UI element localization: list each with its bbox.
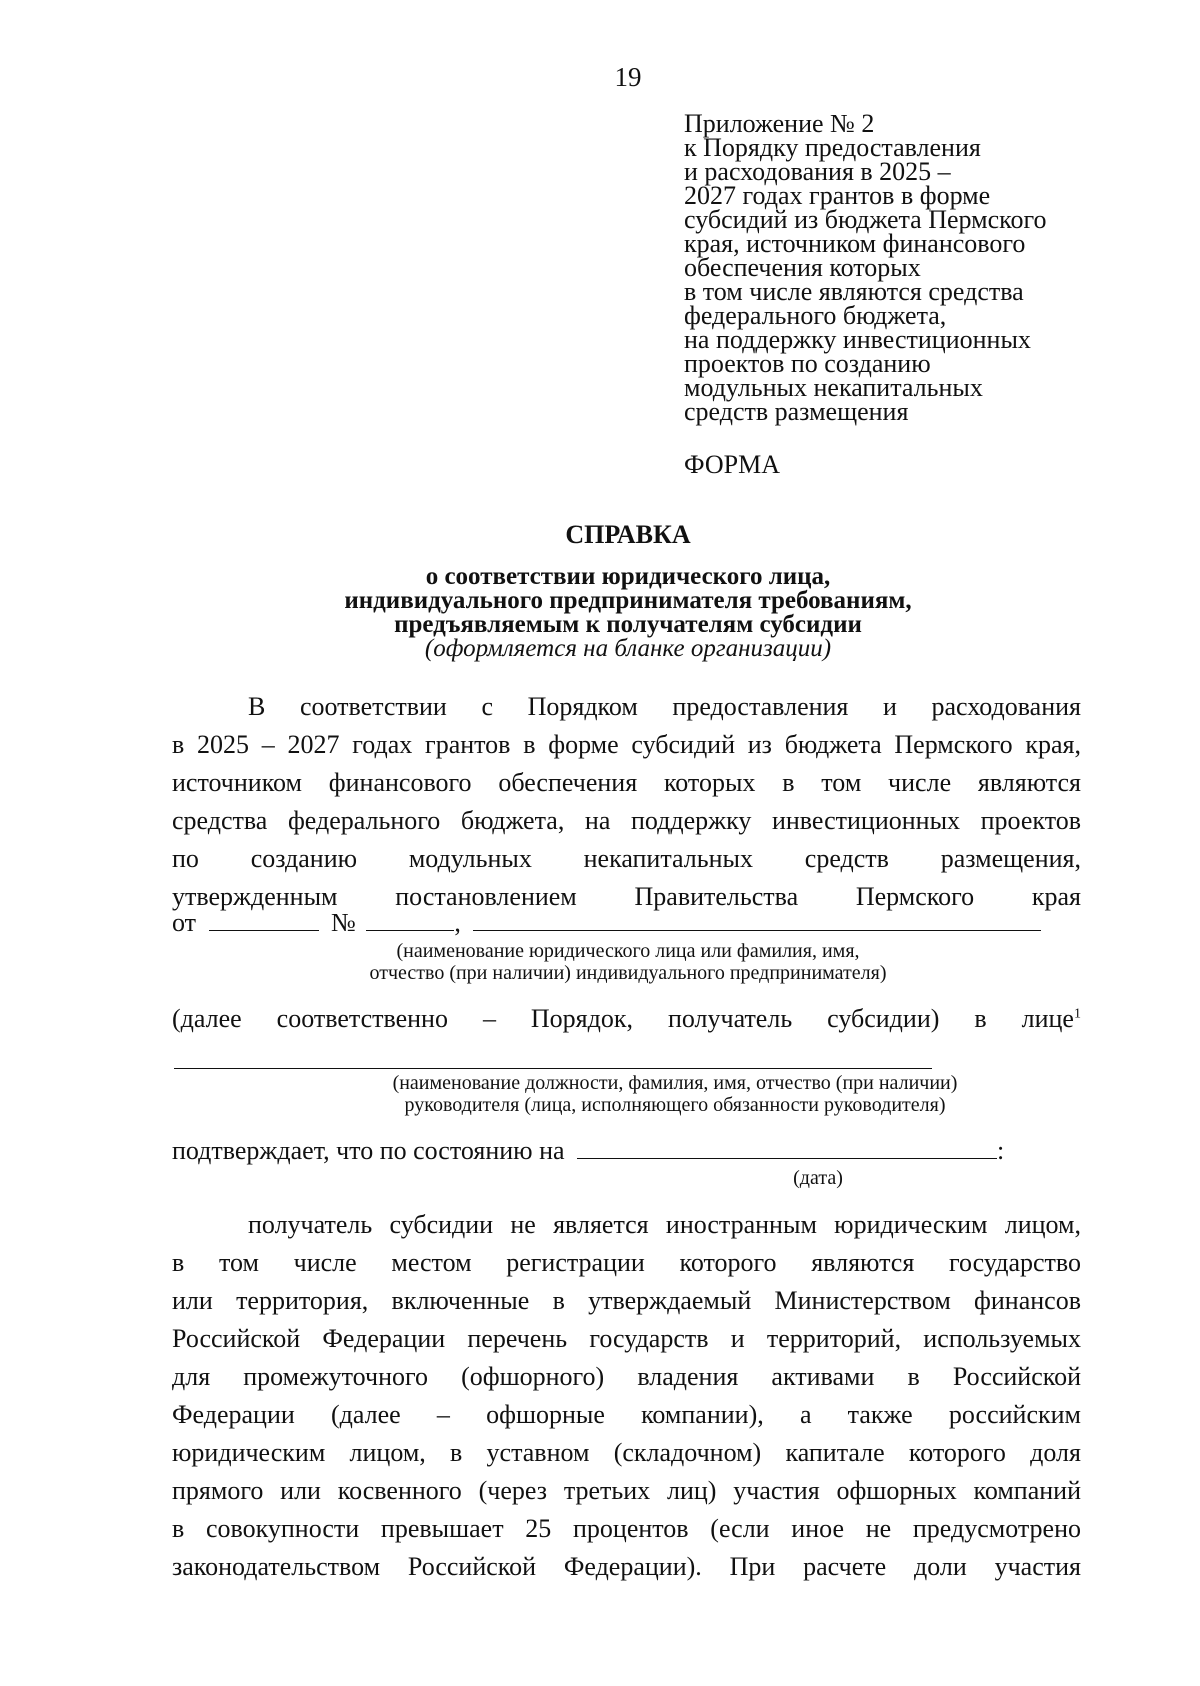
paragraph-line: в том числе местом регистрации которого являются государство: [172, 1248, 1081, 1277]
subtitle-note: (оформляется на бланке организации): [424, 635, 832, 662]
confirms-line: [172, 1136, 1004, 1166]
appendix-line: края, источником финансового: [684, 229, 1026, 258]
head-name-hint: [170, 1072, 1180, 1116]
paragraph-line: получатель субсидии не является иностранным юридическим лицом,: [248, 1210, 1081, 1239]
hereinafter-word: субсидии): [827, 1004, 940, 1033]
footnote-mark: 1: [1073, 1006, 1081, 1022]
paragraph-line: или территория, включенные в утверждаемый Министерством финансов: [172, 1286, 1081, 1315]
document-title: СПРАВКА: [565, 520, 691, 549]
paragraph-line: для промежуточного (офшорного) владения активами в Российской: [172, 1362, 1081, 1391]
head-name-field[interactable]: [174, 1046, 932, 1069]
subtitle-line: о соответствии юридического лица,: [425, 563, 831, 590]
confirms-label: подтверждает, что по состоянию на: [172, 1136, 565, 1165]
hereinafter-line: [172, 1004, 1081, 1034]
decree-number-field[interactable]: [366, 908, 454, 931]
appendix-line: к Порядку предоставления: [684, 133, 981, 162]
paragraph-line: В соответствии с Порядком предоставления и расходования: [248, 692, 1081, 721]
appendix-line: обеспечения которых: [684, 253, 921, 282]
date-field[interactable]: [577, 1136, 997, 1159]
colon: :: [997, 1136, 1005, 1165]
paragraph-line: юридическим лицом, в уставном (складочном) капитале которого доля: [172, 1438, 1081, 1467]
hint-line: (наименование юридического лица или фамилия, имя,: [396, 940, 860, 962]
organization-name-field[interactable]: [473, 908, 1041, 931]
organization-name-hint: [0, 940, 1200, 984]
hereinafter-word: Порядок,: [530, 1004, 633, 1033]
from-label: от: [172, 908, 197, 937]
appendix-line: средств размещения: [684, 397, 909, 426]
hereinafter-word: (далее: [172, 1004, 242, 1033]
hereinafter-word: получатель: [667, 1004, 793, 1033]
appendix-line: федерального бюджета,: [684, 301, 947, 330]
document-subtitle: [0, 565, 1200, 661]
paragraph-line: законодательством Российской Федерации). При расчете доли участия: [172, 1552, 1081, 1581]
page-number: 19: [614, 62, 642, 92]
hint-line: руководителя (лица, исполняющего обязанности руководителя): [404, 1094, 946, 1116]
paragraph-line: в совокупности превышает 25 процентов (если иное не предусмотрено: [172, 1514, 1081, 1543]
paragraph-line: Российской Федерации перечень государств и территорий, используемых: [172, 1324, 1081, 1353]
appendix-line: 2027 годах грантов в форме: [684, 181, 991, 210]
number-label: №: [331, 908, 356, 937]
appendix-line: модульных некапитальных: [684, 373, 983, 402]
hereinafter-word: –: [482, 1004, 496, 1033]
paragraph-line: средства федерального бюджета, на поддержку инвестиционных проектов: [172, 806, 1081, 835]
paragraph-line: в 2025 – 2027 годах грантов в форме субсидий из бюджета Пермского края,: [172, 730, 1081, 759]
appendix-line: Приложение № 2: [684, 109, 875, 138]
paragraph-line: утвержденным постановлением Правительства Пермского края: [172, 882, 1081, 911]
hereinafter-word: лице: [1021, 1004, 1074, 1033]
intro-paragraph: [172, 688, 1081, 916]
comma: ,: [454, 908, 461, 937]
decree-date-number-line: [172, 908, 1041, 938]
appendix-line: проектов по созданию: [684, 349, 931, 378]
hereinafter-word: в: [974, 1004, 987, 1033]
appendix-line: в том числе являются средства: [684, 277, 1024, 306]
appendix-block: [684, 109, 1104, 426]
main-paragraph: [172, 1206, 1081, 1586]
hereinafter-word: соответственно: [276, 1004, 448, 1033]
appendix-line: на поддержку инвестиционных: [684, 325, 1031, 354]
paragraph-line: прямого или косвенного (через третьих лиц) участия офшорных компаний: [172, 1476, 1081, 1505]
hint-line: отчество (при наличии) индивидуального предпринимателя): [369, 962, 887, 984]
decree-date-field[interactable]: [209, 908, 319, 931]
paragraph-line: Федерации (далее – офшорные компании), а также российским: [172, 1400, 1081, 1429]
appendix-line: и расходования в 2025 –: [684, 157, 951, 186]
paragraph-line: по созданию модульных некапитальных средств размещения,: [172, 844, 1081, 873]
hint-line: (наименование должности, фамилия, имя, отчество (при наличии): [392, 1072, 958, 1094]
subtitle-line: индивидуального предпринимателя требованиям,: [344, 587, 912, 614]
form-label: ФОРМА: [684, 450, 780, 479]
subtitle-line: предъявляемым к получателям субсидии: [394, 611, 862, 638]
appendix-line: субсидий из бюджета Пермского: [684, 205, 1047, 234]
date-hint: (дата): [793, 1167, 843, 1189]
paragraph-line: источником финансового обеспечения которых в том числе являются: [172, 768, 1081, 797]
